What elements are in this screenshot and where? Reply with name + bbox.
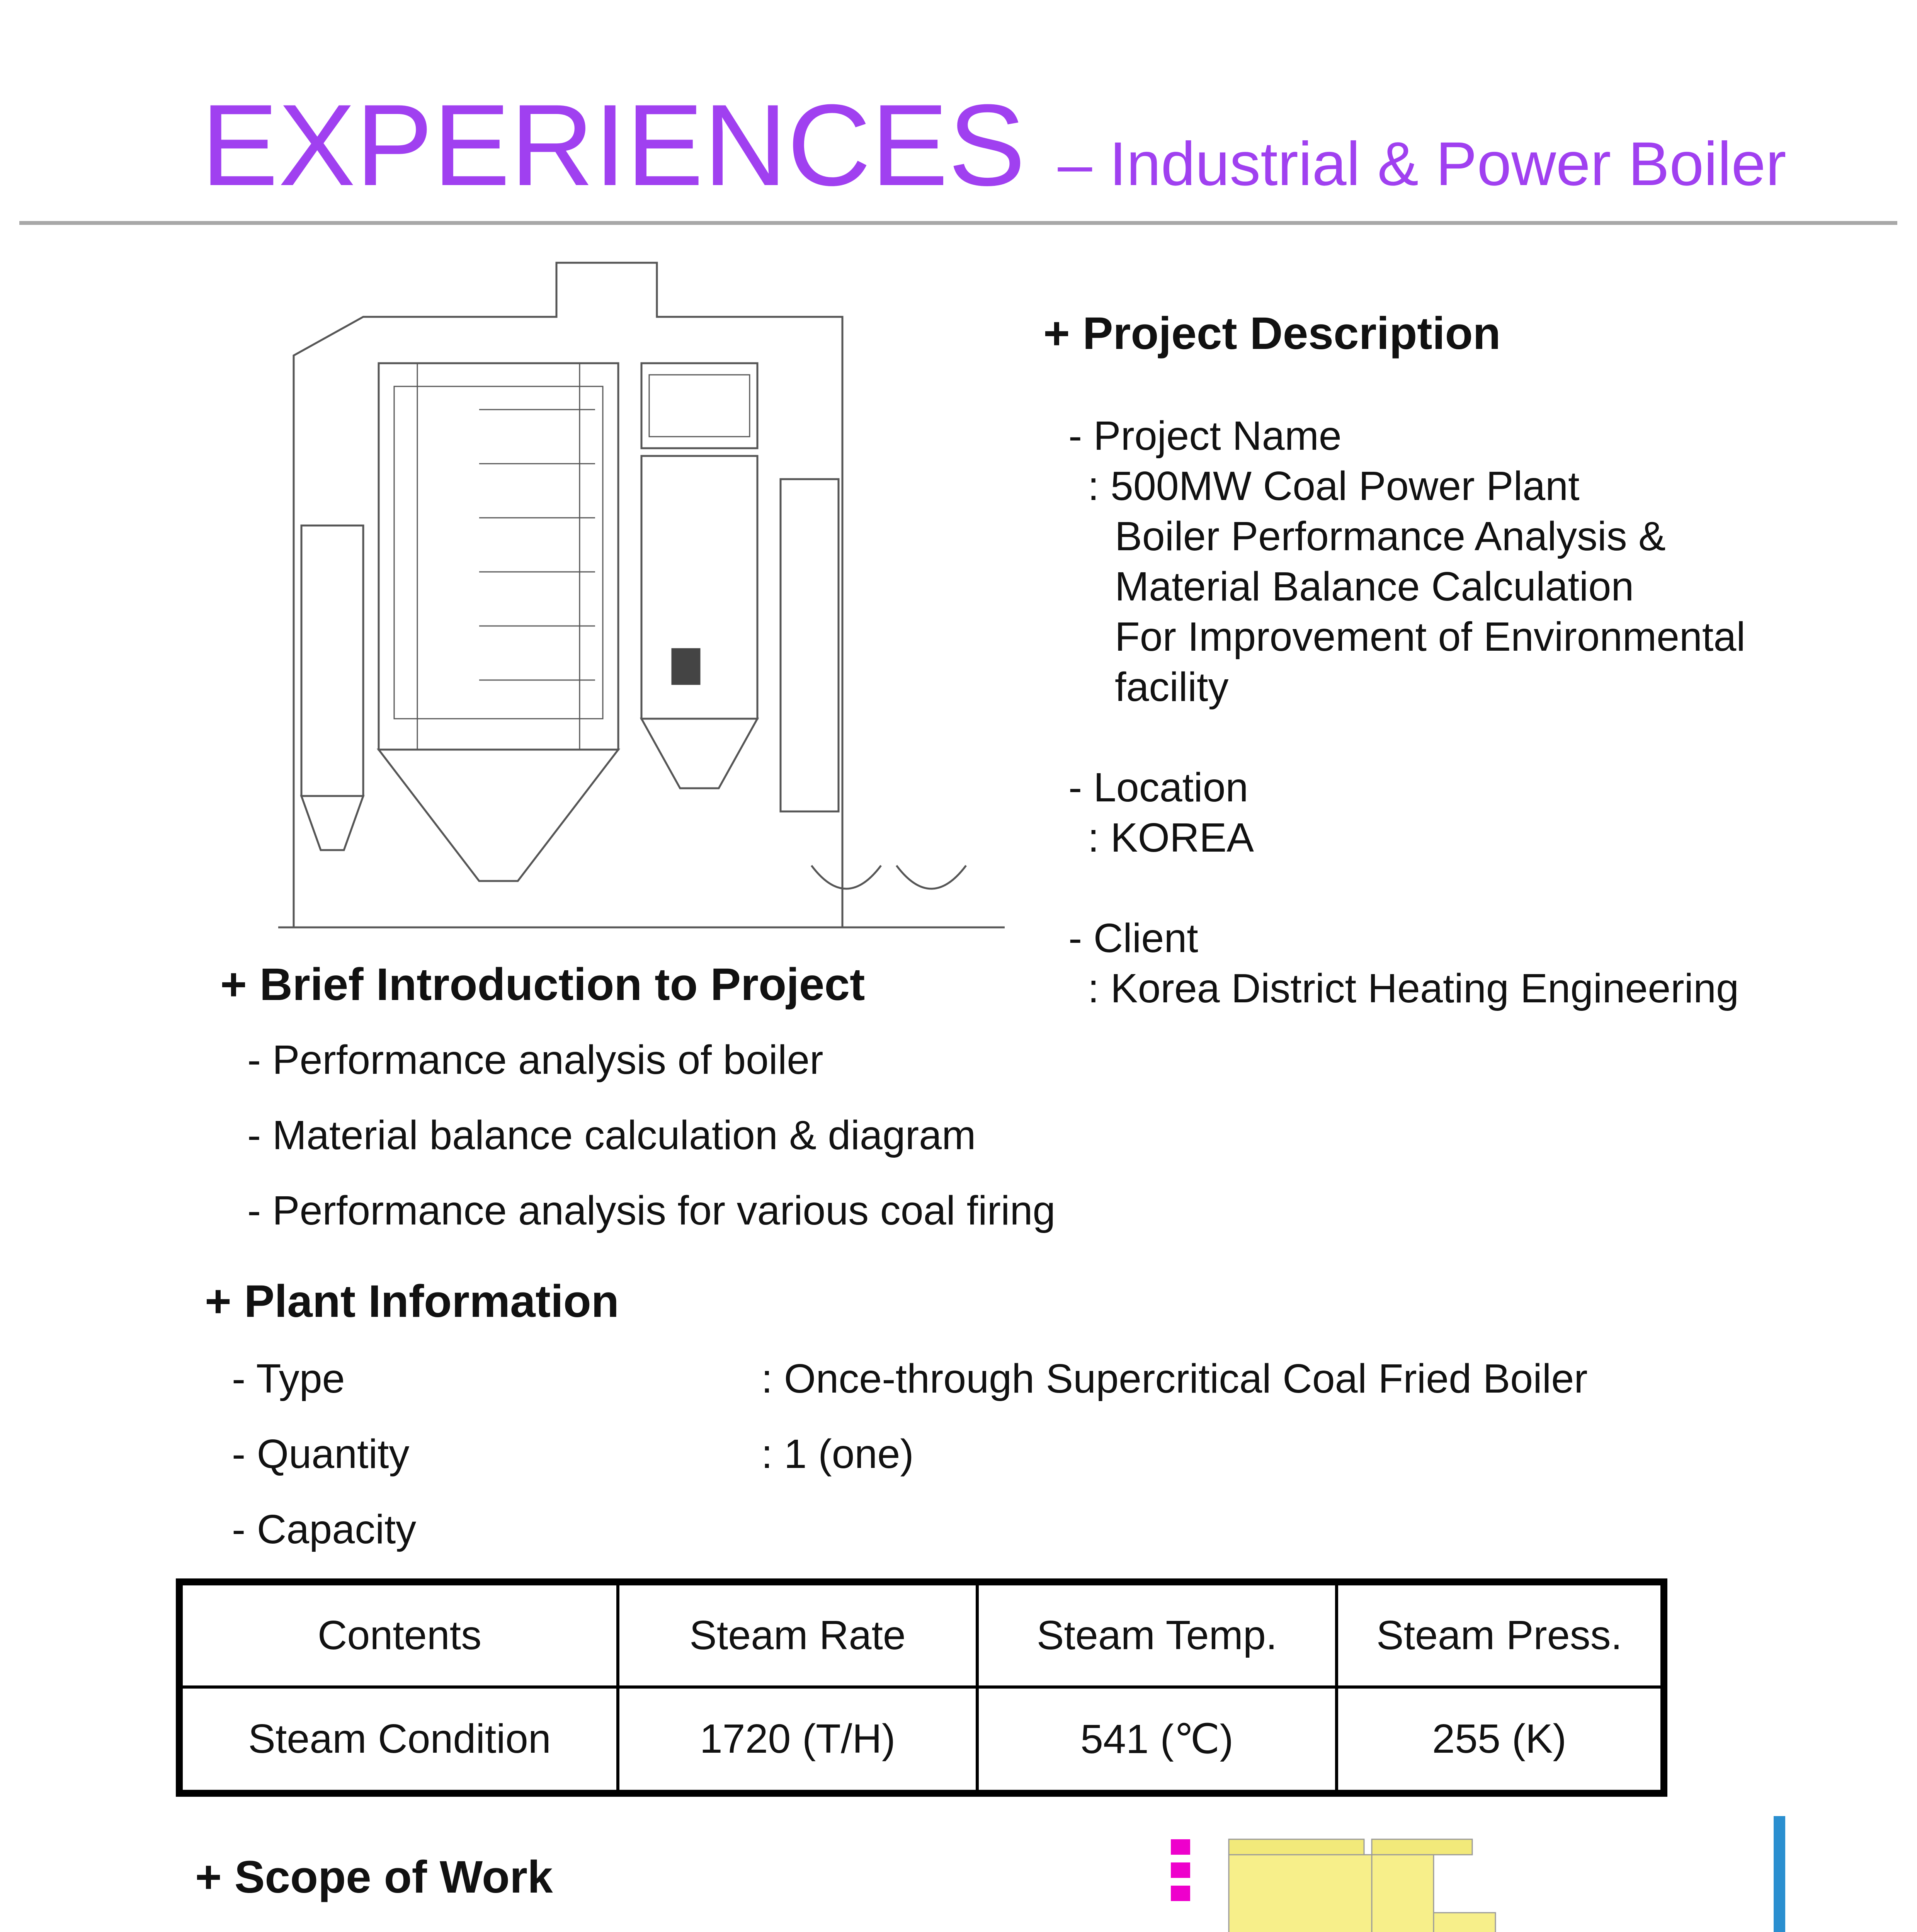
table-cell: 255 (K): [1337, 1687, 1664, 1794]
plant-type-label: - Type: [232, 1356, 345, 1401]
project-name-value-3: Material Balance Calculation: [1115, 564, 1634, 609]
title-subtitle: – Industrial & Power Boiler: [1058, 129, 1786, 198]
table-cell: 541 (℃): [977, 1687, 1337, 1794]
table-cell: 1720 (T/H): [618, 1687, 977, 1794]
boiler-elevation-drawing: [278, 247, 1005, 943]
plant-quantity-label: - Quantity: [232, 1431, 410, 1477]
project-name-value-1: : 500MW Coal Power Plant: [1088, 463, 1580, 509]
plant-capacity-label: - Capacity: [232, 1507, 417, 1552]
table-header-cell: Steam Press.: [1337, 1582, 1664, 1687]
location-value: : KOREA: [1088, 815, 1254, 861]
plant-info-heading: + Plant Information: [205, 1276, 619, 1327]
page-title: [201, 80, 1786, 210]
client-label: - Client: [1068, 915, 1198, 961]
table-header-row: [179, 1582, 1664, 1687]
project-name-value-2: Boiler Performance Analysis &: [1115, 514, 1666, 559]
table-row: [179, 1687, 1664, 1794]
table-cell: Steam Condition: [179, 1687, 618, 1794]
project-name-value-4: For Improvement of Environmental: [1115, 614, 1745, 660]
project-name-label: - Project Name: [1068, 413, 1342, 459]
table-header-cell: Contents: [179, 1582, 618, 1687]
brief-intro-item: - Performance analysis for various coal firing: [247, 1188, 1056, 1233]
material-balance-diagram: [1140, 1816, 1797, 1932]
brief-intro-heading: + Brief Introduction to Project: [220, 959, 865, 1010]
table-header-cell: Steam Temp.: [977, 1582, 1337, 1687]
table-header-cell: Steam Rate: [618, 1582, 977, 1687]
brief-intro-item: - Material balance calculation & diagram: [247, 1112, 976, 1158]
top-divider: [19, 221, 1897, 225]
client-value: : Korea District Heating Engineering: [1088, 966, 1739, 1011]
brief-intro-item: - Performance analysis of boiler: [247, 1037, 823, 1083]
capacity-table: [176, 1578, 1667, 1797]
scope-of-work-heading: + Scope of Work: [195, 1852, 553, 1903]
title-main: EXPERIENCES: [201, 80, 1026, 210]
project-description-heading: + Project Description: [1043, 308, 1501, 359]
plant-quantity-value: : 1 (one): [761, 1431, 914, 1477]
location-label: - Location: [1068, 765, 1249, 810]
plant-type-value: : Once-through Supercritical Coal Fried Boiler: [761, 1356, 1588, 1401]
project-name-value-5: facility: [1115, 664, 1229, 710]
